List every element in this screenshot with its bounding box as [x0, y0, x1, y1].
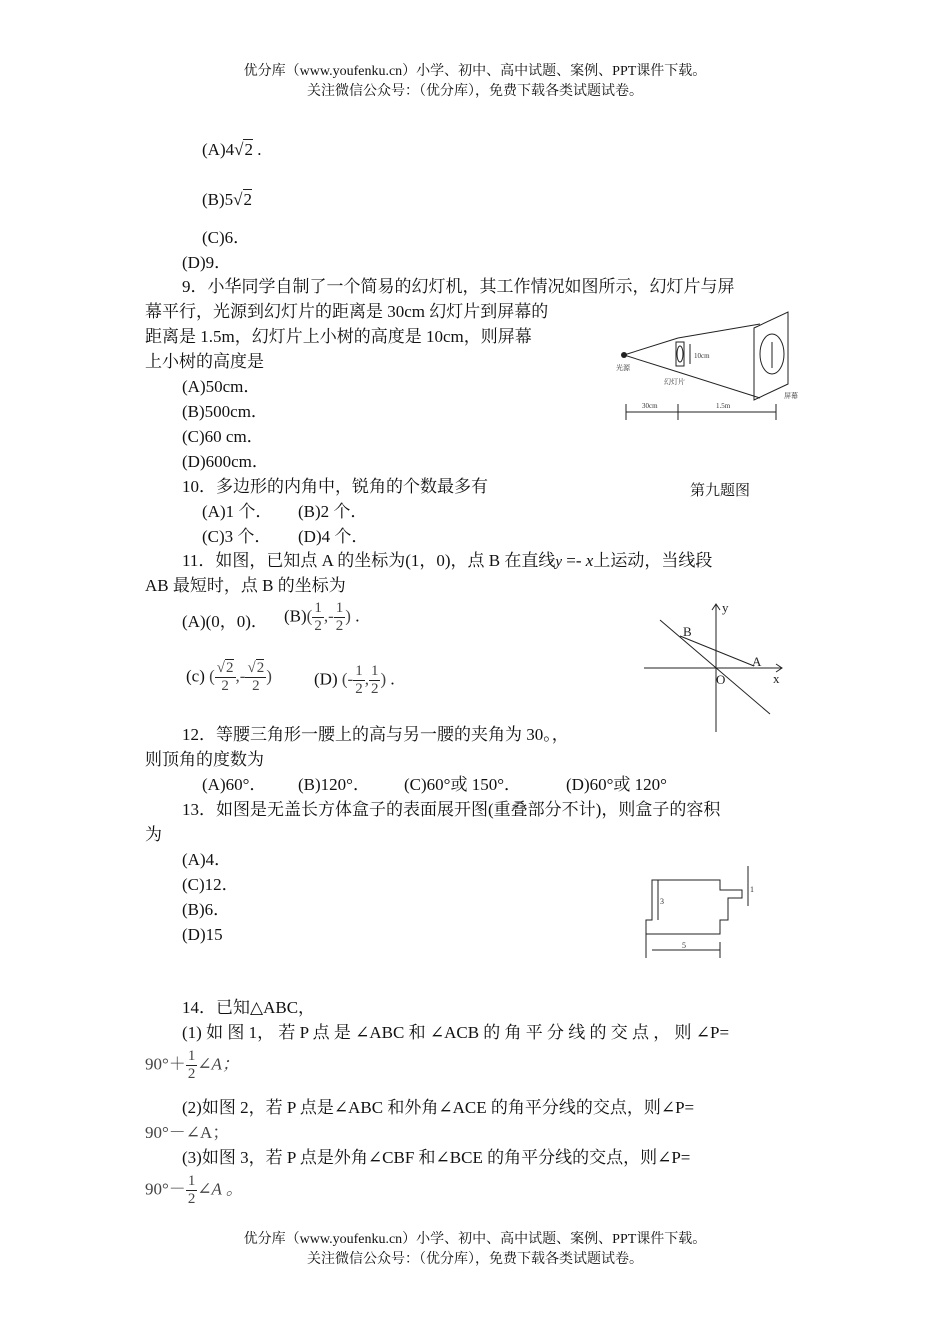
slide-tree	[677, 346, 683, 362]
q10-option-d: (D)4 个．	[298, 527, 369, 546]
q10-text: 10．多边形的内角中，锐角的个数最多有	[182, 477, 488, 496]
q14-formula-1-post: ∠A；	[197, 1054, 239, 1074]
q11-option-b-label: (B)	[284, 606, 307, 626]
fig-dim2-label: 1.5m	[716, 402, 731, 410]
q12-line-2: 则顶角的度数为	[145, 750, 264, 769]
q13-option-3: (B)6．	[182, 900, 231, 919]
header-line-1: 优分库（www.youfenku.cn）小学、初中、高中试题、案例、PPT课件下载。	[243, 64, 707, 79]
q14-formula-1-pre: 90°＋	[145, 1054, 186, 1074]
q11-line-1-b: 上运动，当线段	[593, 551, 713, 570]
fig-slide-label: 幻灯片	[664, 378, 685, 386]
footer-line-2: 关注微信公众号：（优分库），免费下载各类试题试卷。	[307, 1252, 643, 1267]
q9-option-d: (D)600cm．	[182, 452, 269, 471]
q10-option-a: (A)1 个．	[202, 502, 273, 521]
box-net-figure	[628, 862, 758, 962]
q8-option-b-label: (B)5	[202, 190, 234, 209]
q12-line-1: 12．等腰三角形一腰上的高与另一腰的夹角为 30。，	[182, 725, 569, 744]
y-axis-label: y	[722, 600, 729, 615]
q14-part-1: (1) 如 图 1， 若 P 点 是 ∠ABC 和 ∠ACB 的 角 平 分 线 的 交 点 ， 则 ∠P=	[182, 1023, 730, 1042]
cone-top-line	[624, 338, 678, 355]
cone-bottom-line	[624, 355, 678, 372]
footer-line-1: 优分库（www.youfenku.cn）小学、初中、高中试题、案例、PPT课件下载。	[243, 1232, 707, 1247]
net-dim-right-label: 1	[750, 885, 754, 894]
q12-option-d: (D)60°或 120°	[566, 775, 667, 794]
q9-option-c: (C)60 cm．	[182, 427, 264, 446]
q14-part-2: (2)如图 2，若 P 点是∠ABC 和外角∠ACE 的角平分线的交点，则∠P=	[182, 1098, 695, 1117]
q9-line-2: 幕平行，光源到幻灯片的距离是 30cm 幻灯片到屏幕的	[145, 302, 549, 321]
q14-formula-1: 90°＋ $\frac{1}{2}$ ∠A；	[145, 1048, 239, 1082]
fig-source-label: 光源	[616, 364, 630, 372]
q11-option-c-label: (c)	[186, 666, 205, 686]
point-a-label: A	[752, 654, 762, 669]
q13-option-1: (A)4．	[182, 850, 232, 869]
q8-option-b: (B)5√2	[202, 190, 253, 209]
sqrt-icon: √	[233, 190, 243, 209]
fig-dim1-label: 30cm	[642, 402, 658, 410]
q10-option-c: (C)3 个．	[202, 527, 272, 546]
projector-figure	[612, 308, 808, 426]
q9-line-4: 上小树的高度是	[145, 352, 264, 371]
q11-option-a: (A)(0，0)．	[182, 612, 268, 631]
q13-line-1: 13．如图是无盖长方体盒子的表面展开图(重叠部分不计)，则盒子的容积	[182, 800, 721, 819]
light-source-icon	[621, 352, 627, 358]
q8-option-a: (A)4√2 .	[202, 140, 262, 159]
q11-option-c: (c) ( $\frac{√2}{2}$ ,- $\frac{√2}{2}$ )	[186, 660, 272, 694]
net-dim-left-label: 3	[660, 897, 664, 906]
q11-line-equation: y	[555, 554, 563, 570]
q14-line-0: 14．已知△ABC，	[182, 998, 316, 1017]
q13-option-2: (C)12．	[182, 875, 239, 894]
q9-option-a: (A)50cm．	[182, 377, 261, 396]
q14-part-3: (3)如图 3，若 P 点是外角∠CBF 和∠BCE 的角平分线的交点，则∠P=	[182, 1148, 691, 1167]
net-outline	[646, 880, 742, 958]
q12-option-b: (B)120°．	[298, 775, 370, 794]
screen-shape	[754, 312, 788, 400]
sqrt-icon: √	[234, 140, 244, 159]
q10-option-b: (B)2 个．	[298, 502, 368, 521]
net-dim-bottom-label: 5	[682, 941, 686, 950]
q12-option-c: (C)60°或 150°．	[404, 775, 522, 794]
q9-line-1: 9．小华同学自制了一个简易的幻灯机，其工作情况如图所示，幻灯片与屏	[182, 277, 735, 296]
q8-option-c: (C)6．	[202, 228, 251, 247]
q11-line-1-a: 11．如图，已知点 A 的坐标为(1，0)，点 B 在直线	[182, 551, 556, 570]
q11-option-d-label: (D)	[314, 669, 338, 689]
coordinate-figure	[640, 598, 790, 734]
q8-option-a-label: (A)4	[202, 140, 235, 159]
q13-line-2: 为	[145, 825, 162, 844]
q11-line-1: 11．如图，已知点 A 的坐标为(1，0)，点 B 在直线y =- x上运动，当线段	[182, 551, 713, 570]
q11-line-2: AB 最短时，点 B 的坐标为	[145, 576, 346, 595]
fig-height-label: 10cm	[694, 352, 710, 360]
segment-ab	[680, 636, 754, 666]
point-b-label: B	[683, 624, 692, 639]
origin-label: O	[716, 672, 726, 687]
q9-line-3: 距离是 1.5m，幻灯片上小树的高度是 10cm，则屏幕	[145, 327, 532, 346]
fig-screen-label: 屏幕	[784, 392, 798, 400]
header-line-2: 关注微信公众号：（优分库），免费下载各类试题试卷。	[307, 84, 643, 99]
q11-option-b: (B)( $\frac{1}{2}$ ,- $\frac{1}{2}$ ) .	[284, 600, 360, 634]
q14-formula-3: 90°－ $\frac{1}{2}$ ∠A 。	[145, 1173, 243, 1207]
q9-figure-caption: 第九题图	[690, 483, 751, 499]
beam-top-line	[678, 324, 760, 338]
q14-formula-3-post: ∠A 。	[197, 1179, 243, 1199]
q11-option-d: (D) (- $\frac{1}{2}$ , $\frac{1}{2}$ ) .	[314, 663, 395, 697]
q14-formula-3-pre: 90°－	[145, 1179, 186, 1199]
q12-option-a: (A)60°．	[202, 775, 267, 794]
q9-option-b: (B)500cm．	[182, 402, 268, 421]
q14-formula-2: 90°－∠A；	[145, 1123, 230, 1142]
q13-option-4: (D)15	[182, 925, 223, 944]
q8-option-d: (D)9．	[182, 253, 232, 272]
beam-bottom-line	[678, 372, 760, 398]
sqrt-icon: √	[216, 660, 226, 676]
x-axis-label: x	[773, 671, 780, 686]
sqrt-icon: √	[247, 660, 256, 676]
